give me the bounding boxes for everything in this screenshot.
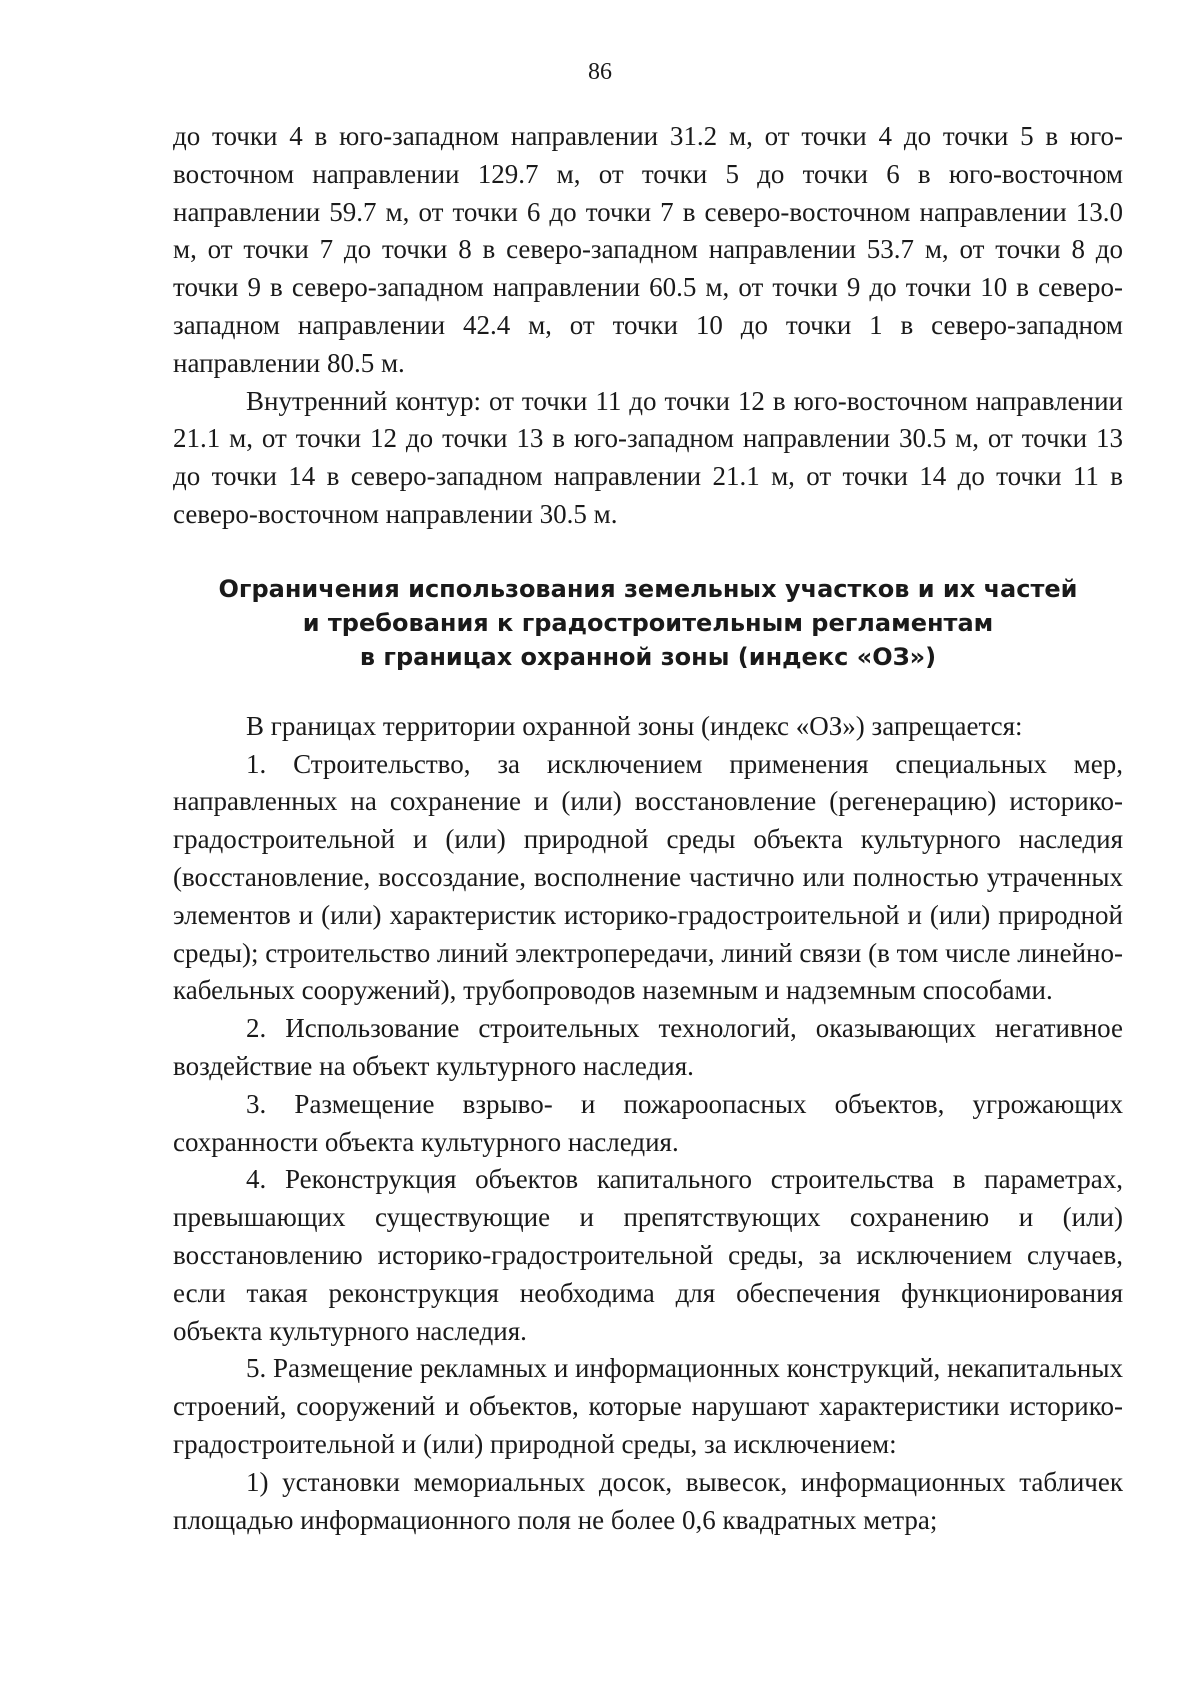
paragraph-inner-contour: Внутренний контур: от точки 11 до точки 12 в юго-восточном направлении 21.1 м, от точки 12 до точки 13 в юго-западном направлении 30.5 м, от точки 13 до точки 14 в северо-западном направлении 21.1 м, от точки 14 до точки 11 в северо-восточном направлении 30.5 м. [173,385,1123,529]
list-item-4: 4. Реконструкция объектов капитального строительства в параметрах, превышающих существующие и препятствующих сохранению и (или) восстановлению историко-градостроительной среды, за исключением случаев, если такая реконструкция необходима для обеспечения функционирования объекта культурного наследия. [173,1164,1123,1346]
list-item-3: 3. Размещение взрыво- и пожароопасных объектов, угрожающих сохранности объекта культурного наследия. [173,1088,1123,1157]
section-heading-line-1: Ограничения использования земельных участков и их частей [218,574,1078,603]
list-item-2: 2. Использование строительных технологий, оказывающих негативное воздействие на объект культурного наследия. [173,1013,1123,1081]
section-heading [173,572,1123,674]
list-item-5-subitem-1: 1) установки мемориальных досок, вывесок, информационных табличек площадью информационного поля не более 0,6 квадратных метра; [173,1466,1123,1535]
paragraph-outer-contour-continuation: до точки 4 в юго-западном направлении 31.2 м, от точки 4 до точки 5 в юго-восточном направлении 129.7 м, от точки 5 до точки 6 в юго-восточном направлении 59.7 м, от точки 6 до точки 7 в северо-восточном направлении 13.0 м, от точки 7 до точки 8 в северо-западном направлении 53.7 м, от точки 8 до точки 9 в северо-западном направлении 60.5 м, от точки 9 до точки 10 в северо-западном направлении 42.4 м, от точки 10 до точки 1 в северо-западном направлении 80.5 м. [173,121,1123,378]
list-item-1: 1. Строительство, за исключением применения специальных мер, направленных на сохранение и (или) восстановление (регенерацию) историко-градостроительной и (или) природной среды объекта культурного наследия (восстановление, воссоздание, восполнение частично или полностью утраченных элементов и (или) характеристик историко-градостроительной и (или) природной среды); строительство линий электропередачи, линий связи (в том числе линейно-кабельных сооружений), трубопроводов наземным и надземным способами. [173,748,1123,1006]
page-number: 86 [588,59,612,85]
list-item-5: 5. Размещение рекламных и информационных конструкций, некапитальных строений, сооружений и объектов, которые нарушают характеристики историко-градостроительной и (или) природной среды, за исключением: [173,1353,1123,1459]
section-heading-line-3: в границах охранной зоны (индекс «ОЗ») [359,642,937,671]
paragraph-intro: В границах территории охранной зоны (индекс «ОЗ») запрещается: [246,710,1023,741]
section-heading-line-2: и требования к градостроительным регламентам [302,608,994,637]
document-body [173,118,1123,1539]
